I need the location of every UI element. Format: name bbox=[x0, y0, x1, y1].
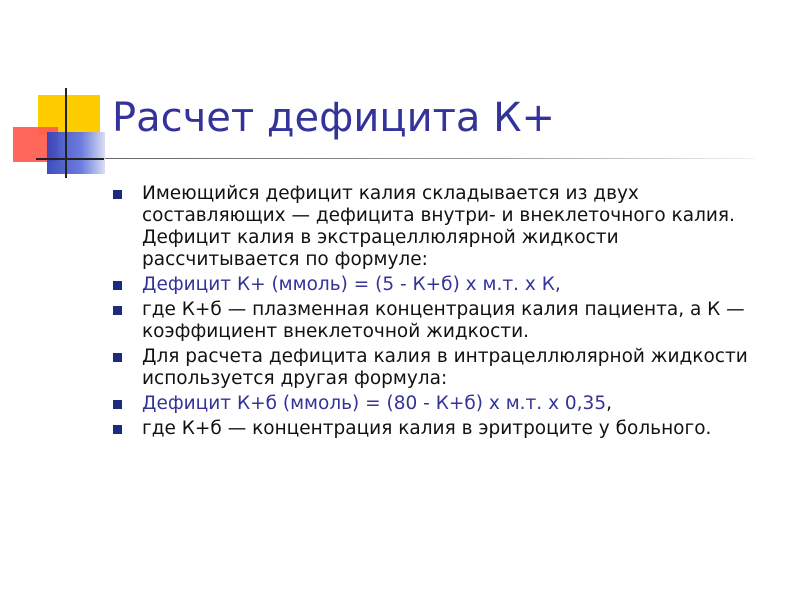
square-bullet-icon bbox=[113, 190, 122, 199]
square-bullet-icon bbox=[113, 400, 122, 409]
bullet-item-formula-1 bbox=[112, 274, 772, 296]
logo-blue-block bbox=[47, 132, 105, 174]
bullet-text: где К+б — плазменная концентрация калия пациента, а К — коэффициент внеклеточной жидкости. bbox=[142, 299, 745, 342]
formula-text: Дефицит К+ (ммоль) = (5 - К+б) х м.т. х К, bbox=[142, 274, 561, 295]
slide-title: Расчет дефицита К+ bbox=[112, 95, 556, 141]
square-bullet-icon bbox=[113, 353, 122, 362]
bullet-text: Для расчета дефицита калия в интрацеллюлярной жидкости используется другая формула: bbox=[142, 346, 748, 389]
bullet-text: где К+б — концентрация калия в эритроците у больного. bbox=[142, 418, 712, 439]
bullet-item bbox=[112, 299, 772, 343]
bullet-item bbox=[112, 183, 772, 271]
bullet-text: Имеющийся дефицит калия складывается из двух составляющих — дефицита внутри- и внеклеточного калия. Дефицит калия в экстрацеллюлярной жидкости рассчитывается по формуле: bbox=[142, 183, 735, 270]
square-bullet-icon bbox=[113, 306, 122, 315]
square-bullet-icon bbox=[113, 281, 122, 290]
slide-body bbox=[112, 183, 772, 443]
square-bullet-icon bbox=[113, 425, 122, 434]
logo-vertical-line bbox=[65, 88, 67, 178]
logo-horizontal-line bbox=[36, 158, 104, 160]
bullet-item-formula-2 bbox=[112, 393, 772, 415]
bullet-item bbox=[112, 346, 772, 390]
title-underline bbox=[105, 158, 755, 159]
formula-text: Дефицит К+б (ммоль) = (80 - К+б) х м.т. х 0,35 bbox=[142, 393, 607, 414]
formula-comma: , bbox=[606, 393, 612, 414]
bullet-item bbox=[112, 418, 772, 440]
